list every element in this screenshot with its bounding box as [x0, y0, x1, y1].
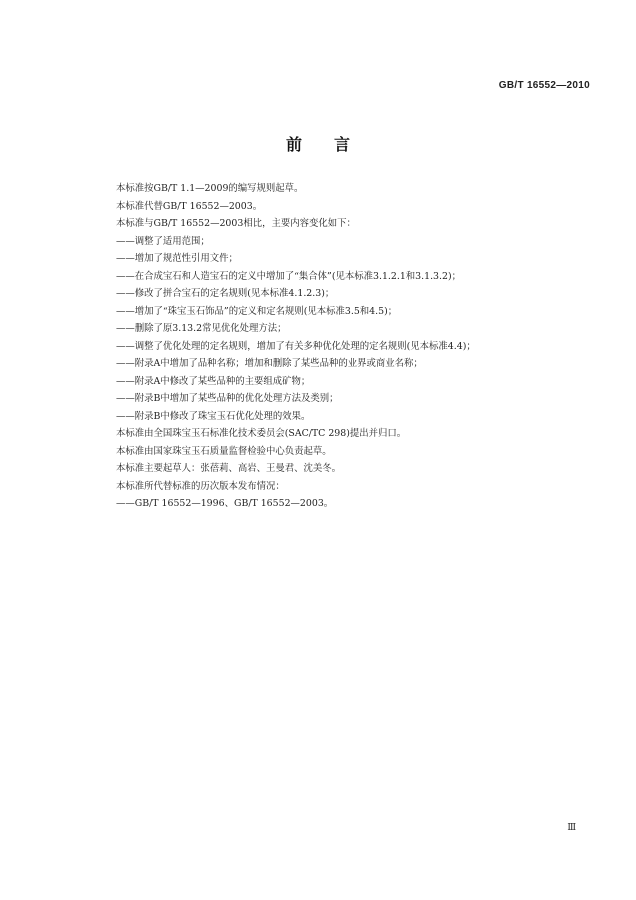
page-title: 前言: [285, 135, 382, 154]
body-line: ——调整了优化处理的定名规则，增加了有关多种优化处理的定名规则(见本标准4.4)；: [116, 340, 476, 352]
body-line: ——附录B中增加了某些品种的优化处理方法及类别；: [116, 393, 339, 404]
body-line: ——GB/T 16552—1996、GB/T 16552—2003。: [116, 498, 334, 509]
standard-code: GB/T 16552—2010: [498, 80, 590, 91]
body-line: ——调整了适用范围；: [116, 235, 210, 247]
body-line: ——修改了拼合宝石的定名规则(见本标准4.1.2.3)；: [116, 288, 335, 299]
body-line: 本标准由全国珠宝玉石标准化技术委员会(SAC/TC 298)提出并归口。: [116, 428, 407, 439]
body-line: ——附录A中增加了品种名称；增加和删除了某些品种的业界或商业名称；: [116, 358, 423, 369]
body-line: ——附录B中修改了珠宝玉石优化处理的效果。: [116, 410, 311, 422]
body-line: ——增加了“珠宝玉石饰品”的定义和定名规则(见本标准3.5和4.5)；: [116, 305, 398, 317]
body-line: 本标准由国家珠宝玉石质量监督检验中心负责起草。: [116, 445, 332, 457]
body-line: 本标准主要起草人：张蓓莉、高岩、王曼君、沈美冬。: [116, 463, 342, 474]
page-number: Ⅲ: [567, 823, 576, 833]
body-line: 本标准按GB/T 1.1—2009的编写规则起草。: [116, 183, 304, 194]
body-line: ——增加了规范性引用文件；: [116, 253, 238, 264]
body-line: 本标准与GB/T 16552—2003相比，主要内容变化如下：: [116, 218, 356, 229]
body-line: ——删除了原3.13.2常见优化处理方法；: [116, 323, 287, 334]
body-line: ——附录A中修改了某些品种的主要组成矿物；: [116, 375, 311, 387]
foreword-body: [116, 180, 556, 513]
body-line: 本标准所代替标准的历次版本发布情况：: [116, 480, 285, 492]
body-line: 本标准代替GB/T 16552—2003。: [116, 200, 263, 212]
body-line: ——在合成宝石和人造宝石的定义中增加了“集合体”(见本标准3.1.2.1和3.1.3.2)；: [116, 270, 462, 282]
